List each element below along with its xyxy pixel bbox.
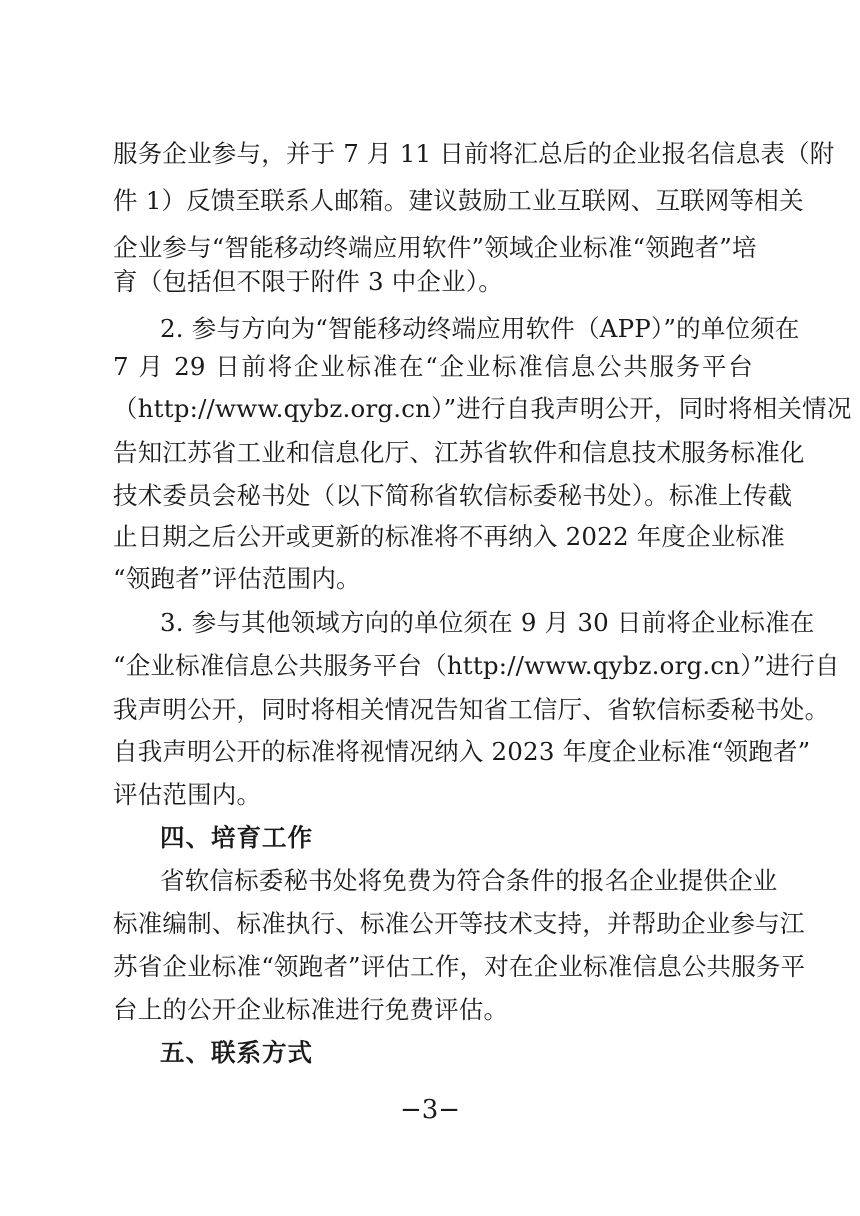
paragraph-3-line-5: 评估范围内。 — [113, 780, 262, 809]
paragraph-1-line-1: 服务企业参与，并于 7 月 11 日前将汇总后的企业报名信息表（附 — [113, 139, 835, 168]
paragraph-3-line-4: 自我声明公开的标准将视情况纳入 2023 年度企业标准“领跑者” — [113, 737, 811, 766]
paragraph-1-line-2: 件 1）反馈至联系人邮箱。建议鼓励工业互联网、互联网等相关 — [113, 186, 804, 215]
paragraph-2-line-1: 2. 参与方向为“智能移动终端应用软件（APP）”的单位须在 — [160, 314, 800, 343]
paragraph-3-line-3: 我声明公开，同时将相关情况告知省工信厅、省软信标委秘书处。 — [113, 695, 830, 724]
paragraph-3-line-1: 3. 参与其他领域方向的单位须在 9 月 30 日前将企业标准在 — [160, 608, 815, 637]
paragraph-2-line-3: （http://www.qybz.org.cn）”进行自我声明公开，同时将相关情况 — [113, 394, 852, 423]
section-heading-contact: 五、联系方式 — [160, 1038, 313, 1067]
paragraph-3-line-2: “企业标准信息公共服务平台（http://www.qybz.org.cn）”进行自 — [113, 651, 840, 680]
paragraph-2-line-6: 止日期之后公开或更新的标准将不再纳入 2022 年度企业标准 — [113, 522, 785, 551]
section-4-line-2: 标准编制、标准执行、标准公开等技术支持，并帮助企业参与江 — [113, 909, 805, 938]
section-4-line-3: 苏省企业标准“领跑者”评估工作，对在企业标准信息公共服务平 — [113, 952, 806, 981]
paragraph-2-line-7: “领跑者”评估范围内。 — [113, 564, 361, 593]
paragraph-2-line-5: 技术委员会秘书处（以下简称省软信标委秘书处）。标准上传截 — [113, 481, 793, 510]
section-4-line-4: 台上的公开企业标准进行免费评估。 — [113, 995, 509, 1024]
paragraph-2-line-4: 告知江苏省工业和信息化厅、江苏省软件和信息技术服务标准化 — [113, 438, 805, 467]
page-number: −3− — [399, 1095, 461, 1125]
paragraph-2-line-2: 7 月 29 日前将企业标准在“企业标准信息公共服务平台 — [113, 352, 753, 381]
section-heading-cultivation-work: 四、培育工作 — [160, 823, 313, 852]
paragraph-1-line-4: 育（包括但不限于附件 3 中企业）。 — [113, 267, 504, 296]
paragraph-1-line-3: 企业参与“智能移动终端应用软件”领域企业标准“领跑者”培 — [113, 233, 757, 262]
section-4-line-1: 省软信标委秘书处将免费为符合条件的报名企业提供企业 — [160, 866, 778, 895]
